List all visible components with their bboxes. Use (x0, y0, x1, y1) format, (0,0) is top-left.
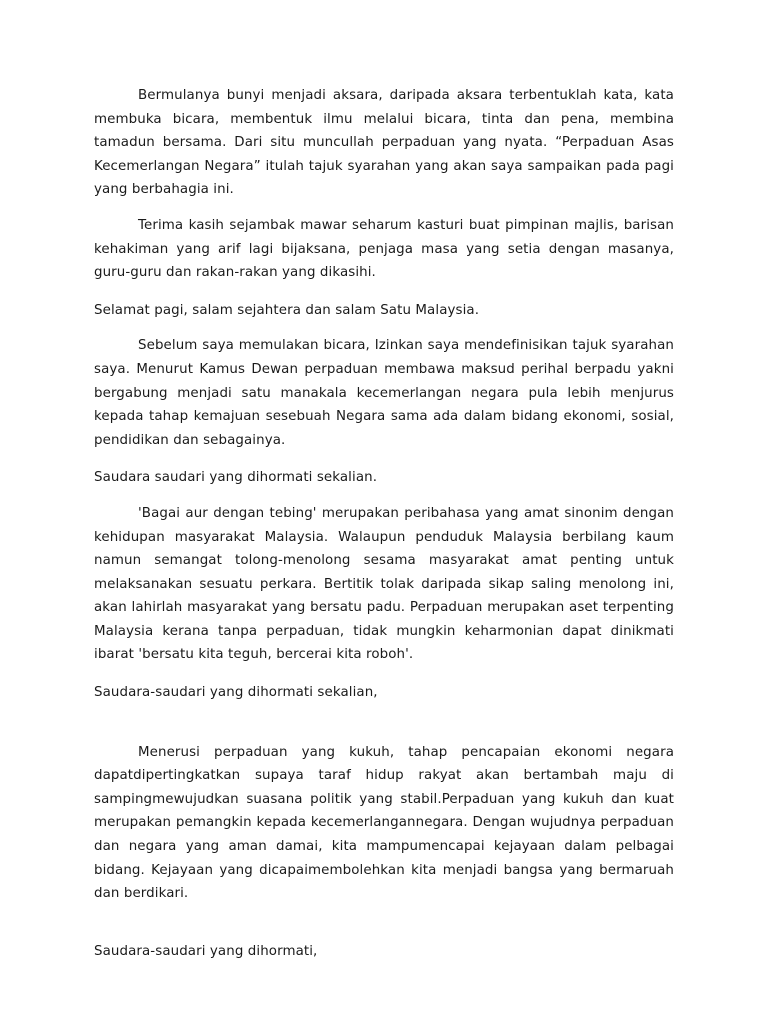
greeting-line: Selamat pagi, salam sejahtera dan salam Satu Malaysia. (94, 302, 480, 318)
salutation-line-3: Saudara-saudari yang dihormati, (94, 943, 318, 959)
paragraph-proverb: 'Bagai aur dengan tebing' merupakan peribahasa yang amat sinonim dengan kehidupan masyarakat Malaysia. Walaupun penduduk Malaysia berbilang kaum namun semangat tolong-menolong sesama masyarakat amat penting untuk melaksanakan sesuatu perkara. Bertitik tolak daripada sikap saling menolong ini, akan lahirlah masyarakat yang bersatu padu. Perpaduan merupakan aset terpenting Malaysia kerana tanpa perpaduan, tidak mungkin keharmonian dapat dinikmati ibarat 'bersatu kita teguh, bercerai kita roboh'. (94, 505, 674, 663)
paragraph-economy: Menerusi perpaduan yang kukuh, tahap pencapaian ekonomi negara dapatdipertingkatkan supaya taraf hidup rakyat akan bertambah maju di sampingmewujudkan suasana politik yang stabil.Perpaduan yang kukuh dan kuat merupakan pemangkin kepada kecemerlangannegara. Dengan wujudnya perpaduan dan negara yang aman damai, kita mampumencapai kejayaan dalam pelbagai bidang. Kejayaan yang dicapaimembolehkan kita menjadi bangsa yang bermaruah dan berdikari. (94, 744, 674, 902)
salutation-line-1: Saudara saudari yang dihormati sekalian. (94, 470, 378, 486)
document-page (94, 84, 674, 963)
paragraph-opening: Bermulanya bunyi menjadi aksara, daripada aksara terbentuklah kata, kata membuka bicara, membentuk ilmu melalui bicara, tinta dan pena, membina tamadun bersama. Dari situ muncullah perpaduan yang nyata. “Perpaduan Asas Kecemerlangan Negara” itulah tajuk syarahan yang akan saya sampaikan pada pagi yang berbahagia ini. (94, 88, 674, 198)
salutation-line-2: Saudara-saudari yang dihormati sekalian, (94, 685, 378, 701)
paragraph-definition: Sebelum saya memulakan bicara, Izinkan saya mendefinisikan tajuk syarahan saya. Menurut Kamus Dewan perpaduan membawa maksud perihal berpadu yakni bergabung menjadi satu manakala kecemerlangan negara pula lebih menjurus kepada tahap kemajuan sesebuah Negara sama ada dalam bidang ekonomi, sosial, pendidikan dan sebagainya. (94, 338, 674, 448)
paragraph-acknowledgement: Terima kasih sejambak mawar seharum kasturi buat pimpinan majlis, barisan kehakiman yang arif lagi bijaksana, penjaga masa yang setia dengan masanya, guru-guru dan rakan-rakan yang dikasihi. (94, 217, 674, 281)
